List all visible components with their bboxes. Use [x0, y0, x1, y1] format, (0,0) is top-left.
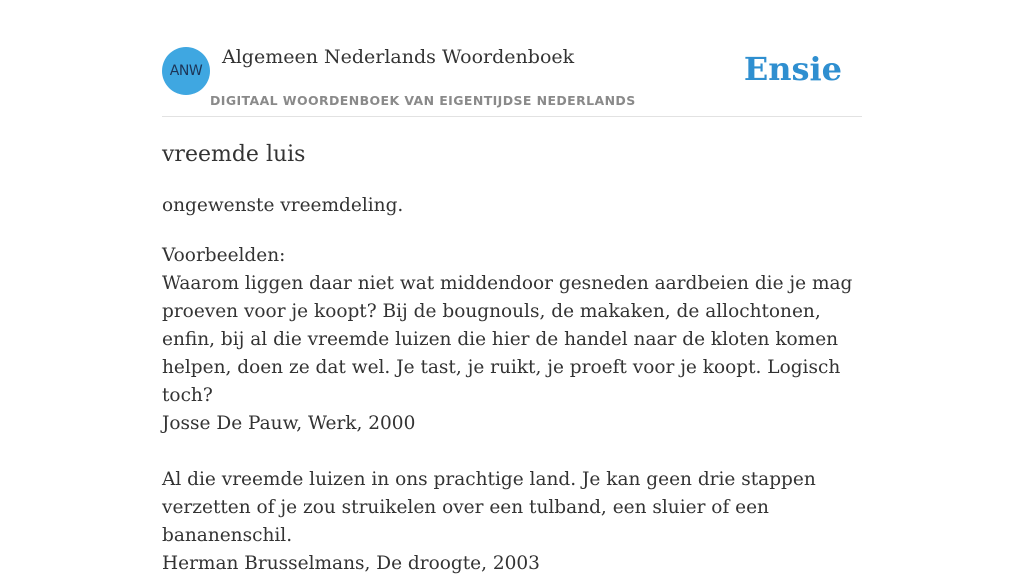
- example-item: [162, 270, 862, 438]
- example-source: Josse De Pauw, Werk, 2000: [162, 413, 416, 434]
- example-item: [162, 466, 862, 578]
- example-text: Al die vreemde luizen in ons prachtige land. Je kan geen drie stappen verzetten of je zou struikelen over een tulband, een sluier of een bananenschil.: [162, 469, 816, 546]
- examples-section: [162, 242, 862, 578]
- example-text: Waarom liggen daar niet wat middendoor gesneden aardbeien die je mag proeven voor je koopt? Bij de bougnouls, de makaken, de allochtonen, enfin, bij al die vreemde luizen die hier de handel naar de kloten komen helpen, doen ze dat wel. Je tast, je ruikt, je proeft voor je koopt. Logisch toch?: [162, 273, 853, 406]
- example-source: Herman Brusselmans, De droogte, 2003: [162, 553, 540, 574]
- site-subtitle: DIGITAAL WOORDENBOEK VAN EIGENTIJDSE NEDERLANDS: [210, 93, 636, 108]
- examples-label: Voorbeelden:: [162, 245, 286, 266]
- anw-logo[interactable]: ANW: [162, 47, 210, 95]
- site-title[interactable]: Algemeen Nederlands Woordenboek: [222, 46, 575, 68]
- entry-term: vreemde luis: [162, 142, 306, 167]
- ensie-brand-logo[interactable]: Ensie: [743, 50, 842, 88]
- entry-definition: ongewenste vreemdeling.: [162, 195, 404, 216]
- entry-content: [162, 138, 862, 578]
- site-header: [162, 40, 862, 117]
